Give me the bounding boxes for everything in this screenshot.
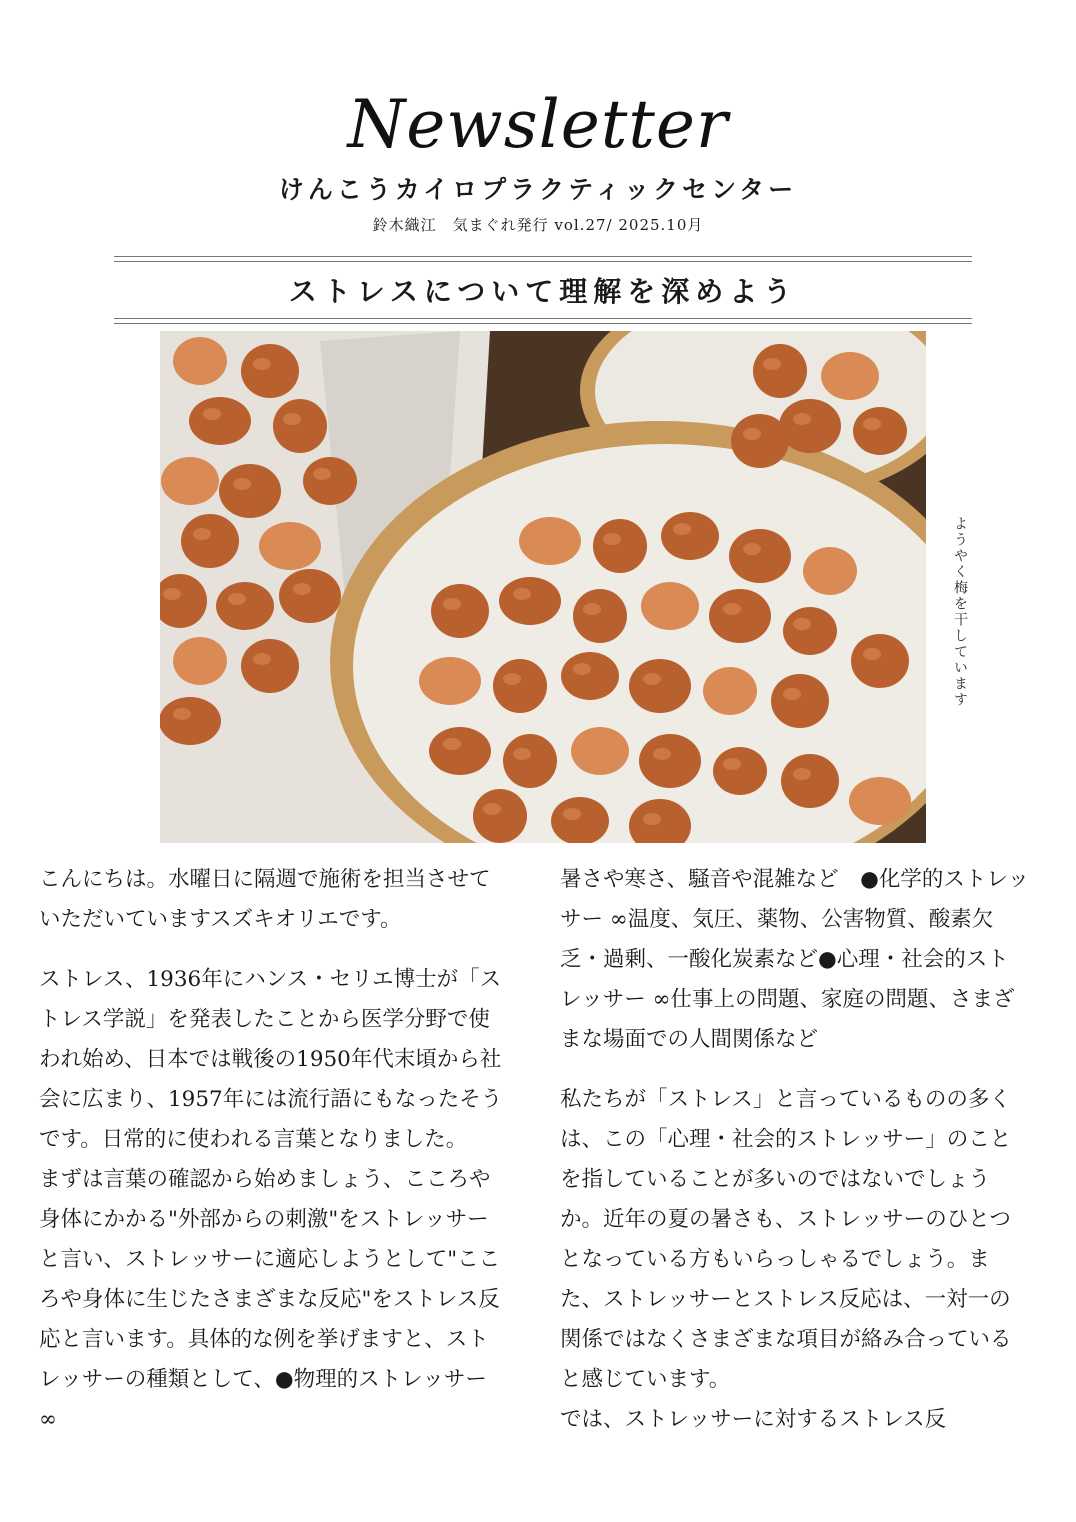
greeting-paragraph: こんにちは。水曜日に隔週で施術を担当させていただいていますスズキオリエです。 [39, 867, 491, 932]
plum [173, 637, 227, 685]
plum [279, 569, 341, 623]
plum-highlight [183, 348, 201, 360]
plum [499, 577, 561, 625]
definition-paragraph: まずは言葉の確認から始めましょう、こころや身体にかかる"外部からの刺激"をストレッサーと言い、ストレッサーに適応しようとして"こころや身体に生じたさまざまな反応"をストレス反応と言います。具体的な例を挙げますと、ストレッサーの種類として、●物理的ストレッサー ∞ [39, 1167, 501, 1432]
plum [561, 652, 619, 700]
plum-highlight [173, 468, 191, 480]
plum-highlight [203, 408, 221, 420]
plum-highlight [793, 618, 811, 630]
plum-highlight [443, 738, 461, 750]
plum-highlight [563, 808, 581, 820]
plum-highlight [863, 418, 881, 430]
plum-highlight [713, 678, 731, 690]
plum-highlight [603, 533, 621, 545]
plum-highlight [513, 588, 531, 600]
plum-highlight [183, 648, 201, 660]
plum-highlight [283, 413, 301, 425]
plum [783, 607, 837, 655]
plum [709, 589, 771, 643]
plum-highlight [743, 543, 761, 555]
plum-highlight [743, 428, 761, 440]
plum-highlight [443, 598, 461, 610]
plum [161, 457, 219, 505]
plum-highlight [673, 523, 691, 535]
plum-highlight [233, 478, 251, 490]
body-column-left [39, 860, 509, 1440]
plum-highlight [643, 673, 661, 685]
plum-highlight [313, 468, 331, 480]
plum [753, 344, 807, 398]
plum [729, 529, 791, 583]
plum [503, 734, 557, 788]
plum-highlight [643, 813, 661, 825]
plum-highlight [163, 588, 181, 600]
plum [573, 589, 627, 643]
plums-illustration [160, 331, 926, 843]
plum-highlight [253, 653, 271, 665]
plum [219, 464, 281, 518]
plum [571, 727, 629, 775]
plum [160, 697, 221, 745]
plum-highlight [253, 358, 271, 370]
newsletter-title: Newsletter [347, 86, 729, 163]
plum [803, 547, 857, 595]
plum [781, 754, 839, 808]
plum-highlight [503, 673, 521, 685]
plum [853, 407, 907, 455]
drying-plums-photo [160, 331, 926, 843]
plum [641, 582, 699, 630]
plum [629, 659, 691, 713]
stressor-types-paragraph: 暑さや寒さ、騒音や混雑など ●化学的ストレッサー ∞温度、気圧、薬物、公害物質、酸素欠乏・過剰、一酸化炭素など●心理・社会的ストレッサー ∞仕事上の問題、家庭の問題、さまざまな場面での人間関係など [560, 867, 1030, 1052]
plum [639, 734, 701, 788]
social-stressor-paragraph: 私たちが「ストレス」と言っているものの多くは、この「心理・社会的ストレッサー」のことを指していることが多いのではないでしょうか。近年の夏の暑さも、ストレッサーのひとつとなっている方もいらっしゃるでしょう。また、ストレッサーとストレス反応は、一対一の関係ではなくさまざまな項目が絡み合っていると感じています。 [560, 1087, 1012, 1392]
plum-highlight [173, 708, 191, 720]
issue-info: 鈴木織江 気まぐれ発行 vol.27/ 2025.10月 [372, 216, 704, 234]
plum-highlight [833, 363, 851, 375]
plum [273, 399, 327, 453]
plum [661, 512, 719, 560]
plum [473, 789, 527, 843]
headline-rule-top [114, 256, 972, 262]
article-headline: ストレスについて理解を深めよう [288, 275, 798, 308]
plum-highlight [813, 558, 831, 570]
plum [731, 414, 789, 468]
plum-highlight [273, 533, 291, 545]
plum [519, 517, 581, 565]
masthead [0, 80, 1076, 236]
plum [259, 522, 321, 570]
plum-highlight [763, 358, 781, 370]
plum-highlight [228, 593, 246, 605]
plum-highlight [863, 788, 881, 800]
plum [713, 747, 767, 795]
plum-highlight [583, 603, 601, 615]
plum [303, 457, 357, 505]
plum [429, 727, 491, 775]
plum [551, 797, 609, 843]
plum [849, 777, 911, 825]
plum [216, 582, 274, 630]
clinic-name: けんこうカイロプラクティックセンター [278, 175, 798, 204]
plum [851, 634, 909, 688]
history-paragraph: ストレス、1936年にハンス・セリエ博士が「ストレス学説」を発表したことから医学分野で使われ始め、日本では戦後の1950年代末頃から社会に広まり、1957年には流行語にもなったそうです。日常的に使われる言葉となりました。 [39, 967, 503, 1152]
photo-caption: ようやく梅を干しています [952, 516, 968, 708]
headline-rule-bottom [114, 318, 972, 324]
plum [821, 352, 879, 400]
plum-highlight [723, 758, 741, 770]
body-column-right [560, 860, 1030, 1440]
plum [431, 584, 489, 638]
plum [493, 659, 547, 713]
plum [771, 674, 829, 728]
plum-highlight [723, 603, 741, 615]
plum [593, 519, 647, 573]
plum-highlight [573, 663, 591, 675]
plum [419, 657, 481, 705]
plum-highlight [433, 668, 451, 680]
plum [241, 639, 299, 693]
plum-highlight [533, 528, 551, 540]
plum [241, 344, 299, 398]
continuation-paragraph: では、ストレッサーに対するストレス反 [560, 1407, 947, 1432]
plum-highlight [513, 748, 531, 760]
plum-highlight [583, 738, 601, 750]
plum-highlight [653, 593, 671, 605]
plum-highlight [863, 648, 881, 660]
plum-highlight [793, 413, 811, 425]
plum-highlight [793, 768, 811, 780]
plum [181, 514, 239, 568]
plum [173, 337, 227, 385]
plum [189, 397, 251, 445]
plum-highlight [293, 583, 311, 595]
plum-highlight [483, 803, 501, 815]
plum [703, 667, 757, 715]
plum-highlight [653, 748, 671, 760]
plum-highlight [193, 528, 211, 540]
plum-highlight [783, 688, 801, 700]
